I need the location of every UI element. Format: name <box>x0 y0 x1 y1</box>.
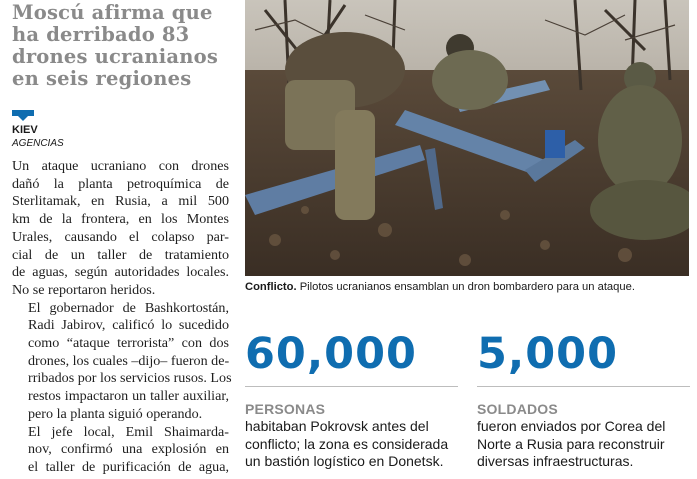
stat-desc-line: conflicto; la zona es considerada <box>245 435 449 452</box>
caption-text: Pilotos ucranianos ensamblan un dron bombardero para un ataque. <box>296 281 635 293</box>
body-line: rribados por los servicios rusos. Los <box>28 370 232 387</box>
agency-credit: AGENCIAS <box>12 138 64 149</box>
stat-label: PERSONAS <box>245 401 326 417</box>
caption-lead: Conflicto. <box>245 281 297 293</box>
paragraph <box>12 299 232 424</box>
body-line: Urales, causando el colapso par- <box>12 228 229 245</box>
section-marker-icon <box>12 110 34 122</box>
stat-desc-line: diversas infraestructuras. <box>477 453 634 470</box>
body-line: cial de un taller de tratamiento <box>12 246 229 263</box>
dateline: KIEV <box>12 124 38 136</box>
paragraph <box>12 158 229 300</box>
stat-label: SOLDADOS <box>477 401 558 417</box>
stat-desc-line: Norte a Rusia para reconstruir <box>477 435 665 452</box>
photo-illustration <box>245 0 689 276</box>
body-line: El jefe local, Emil Shaimarda- <box>28 423 229 440</box>
body-line: el taller de purificación de agua, <box>28 458 229 475</box>
article-headline <box>12 2 237 90</box>
headline-line: drones ucranianos <box>12 45 219 68</box>
stat-block <box>245 330 460 471</box>
article-body <box>12 158 232 477</box>
body-line: restos impactaron un taller auxiliar, <box>28 388 229 405</box>
headline-line: Moscú afirma que <box>12 1 213 24</box>
stat-desc-line: habitaban Pokrovsk antes del <box>245 418 429 434</box>
body-line: drones, los cuales –dijo– fueron de- <box>28 352 230 369</box>
stat-number: 5,000 <box>477 329 619 379</box>
headline-line: en seis regiones <box>12 67 192 90</box>
paragraph <box>12 424 229 477</box>
body-line: km de la frontera, en los Montes <box>12 211 229 228</box>
body-line: nov, confirmó una explosión en <box>28 441 229 458</box>
stat-number: 60,000 <box>245 329 417 379</box>
stat-description <box>477 418 692 471</box>
body-line: de aguas, según autoridades locales. <box>12 264 229 281</box>
photo-caption <box>245 281 695 293</box>
body-line: Un ataque ucraniano con drones <box>12 158 229 174</box>
headline-line: ha derribado 83 <box>12 23 190 46</box>
news-photo <box>245 0 689 276</box>
stat-desc-line: un bastión logístico en Donetsk. <box>245 453 444 470</box>
body-line: pero la planta siguió operando. <box>28 405 203 422</box>
body-line: Radi Jabirov, calificó lo sucedido <box>28 317 229 334</box>
body-line: como “ataque terrorista” con dos <box>28 335 229 352</box>
stat-description <box>245 418 460 471</box>
body-line: No se reportaron heridos. <box>12 281 156 298</box>
stat-divider <box>245 386 458 387</box>
stat-divider <box>477 386 690 387</box>
body-line: dañó la planta petroquímica de <box>12 175 229 192</box>
stat-block <box>477 330 692 471</box>
body-line: El gobernador de Bashkortostán, <box>28 299 229 316</box>
body-line: Sterlitamak, en Rusia, a mil 500 <box>12 193 229 210</box>
stat-desc-line: fueron enviados por Corea del <box>477 418 666 434</box>
